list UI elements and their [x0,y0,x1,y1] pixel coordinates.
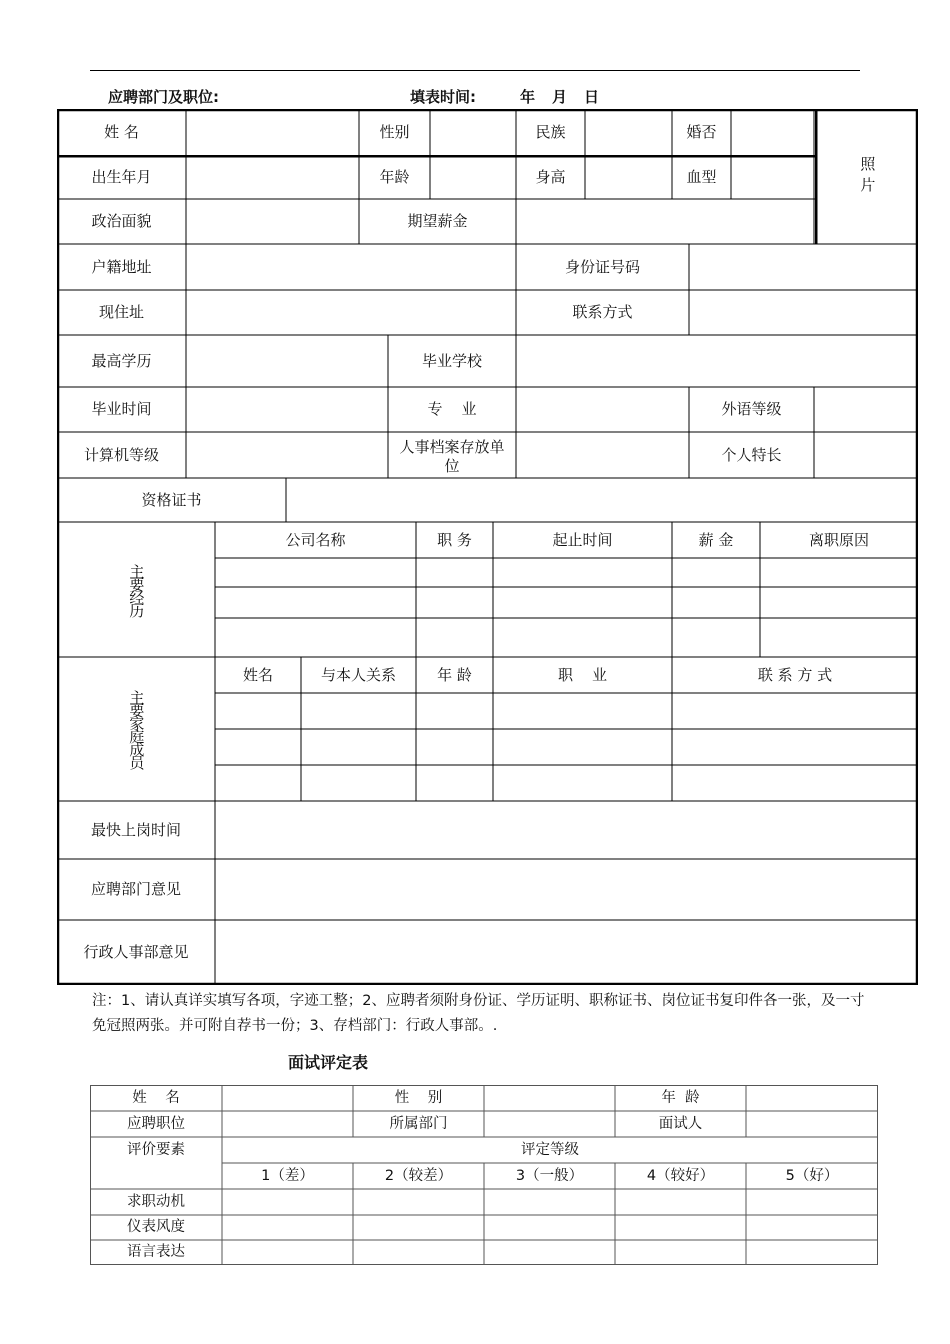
gender-field[interactable] [430,109,516,156]
address-field[interactable] [186,290,516,335]
grad-time-field[interactable] [186,387,388,432]
name-field[interactable] [186,109,359,156]
eval-row-motivation-scores[interactable] [222,1189,878,1215]
marital-label: 婚否 [686,123,717,142]
photo-box[interactable] [816,109,918,244]
political-label: 政治面貌 [91,212,152,231]
contact-field[interactable] [689,290,918,335]
evaluation-table [90,1085,878,1265]
exp-col-company: 公司名称 [285,530,346,549]
day-label: 日 [584,88,600,106]
exp-col-title: 职 务 [437,530,472,549]
hr-opinion-label: 行政人事部意见 [83,943,189,962]
eval-criteria-label: 评价要素 [127,1141,185,1158]
eval-gender-label: 性 别 [394,1089,443,1106]
id-number-field[interactable] [689,244,918,290]
eval-name-field[interactable] [222,1085,353,1111]
exp-col-salary: 薪 金 [698,530,734,549]
height-label: 身高 [535,168,566,187]
school-field[interactable] [516,335,918,387]
name-label: 姓 名 [104,123,139,142]
education-field[interactable] [186,335,388,387]
archive-unit-label: 人事档案存放单位 [399,438,505,475]
specialty-label: 个人特长 [721,445,782,464]
eval-level-5: 5（好） [785,1167,839,1184]
archive-unit-field[interactable] [516,432,689,478]
eval-row-motivation: 求职动机 [127,1193,185,1210]
foreign-lang-field[interactable] [814,387,918,432]
salary-expect-field[interactable] [516,199,814,244]
dept-position-label: 应聘部门及职位: [108,88,219,106]
hukou-label: 户籍地址 [91,257,152,276]
foreign-lang-label: 外语等级 [721,400,782,419]
family-row[interactable] [215,765,918,801]
fam-col-occupation: 职 业 [557,665,608,684]
experience-label: 主要经历 [127,563,146,616]
certificate-field[interactable] [286,478,918,522]
eval-row-expression: 语言表达 [127,1244,185,1261]
hr-opinion-field[interactable] [215,920,918,985]
year-label: 年 [520,88,536,106]
grad-time-label: 毕业时间 [91,400,152,419]
dept-opinion-field[interactable] [215,859,918,920]
major-field[interactable] [516,387,689,432]
eval-age-label: 年 龄 [661,1089,700,1106]
computer-field[interactable] [186,432,388,478]
earliest-start-label: 最快上岗时间 [90,820,181,839]
eval-interviewer-field[interactable] [746,1111,878,1137]
eval-level-4: 4（较好） [646,1167,715,1184]
eval-interviewer-label: 面试人 [658,1115,703,1132]
photo-label: 照片 [858,155,877,198]
major-label: 专 业 [427,400,477,419]
exp-col-period: 起止时间 [552,530,613,549]
form-note: 注：1、请认真详实填写各项，字迹工整；2、应聘者须附身份证、学历证明、职称证书、岗位证书复印件各一张，及一寸免冠照两张。并可附自荐书一份；3、存档部门：行政人事部。. [92,993,865,1034]
dept-opinion-label: 应聘部门意见 [90,880,181,899]
eval-department-label: 所属部门 [389,1115,448,1132]
eval-department-field[interactable] [484,1111,615,1137]
birth-field[interactable] [186,156,359,199]
ethnicity-field[interactable] [585,109,672,156]
eval-gender-field[interactable] [484,1085,615,1111]
experience-section-label [57,522,215,657]
month-label: 月 [552,88,568,106]
family-row[interactable] [215,729,918,765]
eval-grade-label: 评定等级 [521,1141,579,1158]
birth-label: 出生年月 [91,168,152,187]
age-field[interactable] [430,156,516,199]
eval-row-appearance-scores[interactable] [222,1215,878,1240]
fam-col-relation: 与本人关系 [320,665,396,684]
gender-label: 性别 [379,123,410,142]
fam-col-name: 姓名 [242,665,273,684]
eval-position-field[interactable] [222,1111,353,1137]
eval-level-1: 1（差） [261,1167,314,1184]
fam-col-contact: 联 系 方 式 [757,665,833,684]
eval-row-appearance: 仪表风度 [127,1219,185,1236]
experience-row[interactable] [215,587,918,618]
fill-time-label: 填表时间: [410,88,476,106]
certificate-label: 资格证书 [141,490,202,509]
school-label: 毕业学校 [421,351,482,370]
education-label: 最高学历 [91,351,152,370]
blood-label: 血型 [686,168,717,187]
eval-age-field[interactable] [746,1085,878,1111]
political-field[interactable] [186,199,359,244]
contact-label: 联系方式 [572,303,633,322]
eval-name-label: 姓 名 [132,1089,180,1106]
application-form-table [57,109,918,985]
salary-expect-label: 期望薪金 [407,212,468,231]
eval-position-label: 应聘职位 [127,1115,185,1132]
specialty-field[interactable] [814,432,918,478]
evaluation-title: 面试评定表 [288,1053,369,1072]
blood-field[interactable] [731,156,814,199]
top-rule [90,70,860,71]
eval-level-3: 3（一般） [515,1167,584,1184]
id-number-label: 身份证号码 [564,257,640,276]
earliest-start-field[interactable] [215,801,918,859]
family-section-label [57,657,215,801]
eval-level-2: 2（较差） [384,1167,453,1184]
ethnicity-label: 民族 [535,123,566,142]
family-row[interactable] [215,693,918,729]
exp-col-reason: 离职原因 [808,530,869,549]
experience-row[interactable] [215,618,918,657]
address-label: 现住址 [98,303,144,322]
marital-field[interactable] [731,109,814,156]
height-field[interactable] [585,156,672,199]
fam-col-age: 年 龄 [437,665,472,684]
eval-row-expression-scores[interactable] [222,1240,878,1265]
hukou-field[interactable] [186,244,516,290]
family-label: 主要家庭成员 [127,690,146,768]
computer-label: 计算机等级 [83,445,159,464]
age-label: 年龄 [379,168,410,187]
experience-row[interactable] [215,558,918,587]
